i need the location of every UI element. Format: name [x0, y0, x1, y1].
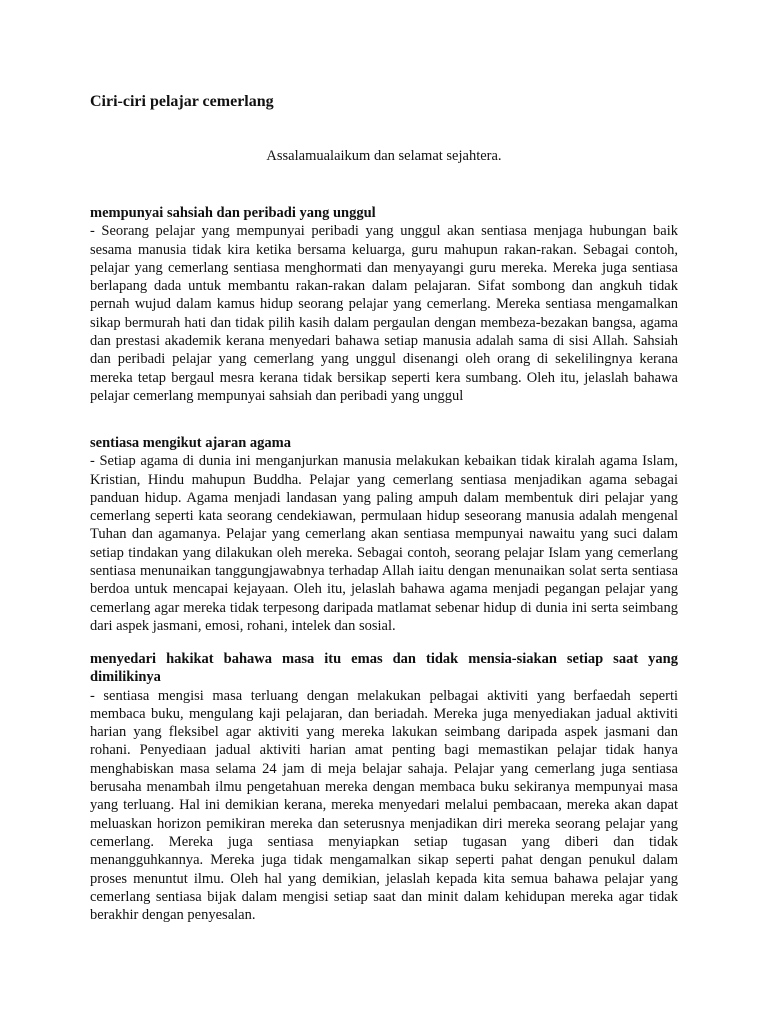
- greeting-text: Assalamualaikum dan selamat sejahtera.: [266, 148, 502, 164]
- section-body: - Seorang pelajar yang mempunyai peribadi yang unggul akan sentiasa menjaga hubungan baik sesama manusia tidak kira ketika bersama keluarga, guru mahupun rakan-rakan. Sebagai contoh, pelajar yang cemerlang sentiasa menghormati dan menyayangi guru mereka. Mereka juga sentiasa berlapang dada untuk membantu rakan-rakan dalam pelajaran. Sifat sombong dan angkuh tidak pernah wujud dalam kamus hidup seorang pelajar yang cemerlang. Mereka sentiasa mengamalkan sikap bermurah hati dan tidak pilih kasih dalam pergaulan dengan membeza-bezakan bangsa, agama dan prestasi akademik kerana menyedari bahawa setiap manusia adalah sama di sisi Allah. Sahsiah dan peribadi pelajar yang cemerlang yang unggul disenangi oleh orang di sekelilingnya kerana mereka tetap bergaul mesra kerana tidak bersikap seperti kera sumbang. Oleh itu, jelaslah bahawa pelajar cemerlang mempunyai sahsiah dan peribadi yang unggul: [90, 223, 678, 404]
- section-body: - Setiap agama di dunia ini menganjurkan manusia melakukan kebaikan tidak kiralah agama Islam, Kristian, Hindu mahupun Buddha. Pelajar yang cemerlang sentiasa menjadikan agama sebagai panduan hidup. Agama menjadi landasan yang paling ampuh dalam membentuk diri pelajar yang cemerlang seperti kata seorang cendekiawan, permulaan hidup seseorang manusia adalah mengenal Tuhan dan agamanya. Pelajar yang cemerlang akan sentiasa mempunyai nawaitu yang suci dalam setiap tindakan yang dilakukan oleh mereka. Sebagai contoh, seorang pelajar Islam yang cemerlang sentiasa menunaikan tanggungjawabnya terhadap Allah iaitu dengan menunaikan solat serta sentiasa berdoa untuk mencapai kejayaan. Oleh itu, jelaslah bahawa agama menjadi pegangan pelajar yang cemerlang agar mereka tidak terpesong daripada matlamat sebenar hidup di dunia ini serta seimbang dari aspek jasmani, emosi, rohani, intelek dan sosial.: [90, 453, 678, 634]
- document-title: Ciri-ciri pelajar cemerlang: [90, 93, 274, 110]
- section-heading: mempunyai sahsiah dan peribadi yang unggul: [90, 205, 376, 221]
- section-agama: [90, 434, 678, 635]
- section-body: - sentiasa mengisi masa terluang dengan melakukan pelbagai aktiviti yang berfaedah seperti membaca buku, mengulang kaji pelajaran, dan beriadah. Mereka juga menyediakan jadual aktiviti harian yang fleksibel agar aktiviti yang mereka lakukan seimbang daripada aspek jasmani dan rohani. Penyediaan jadual aktiviti harian amat penting bagi memastikan pelajar tidak hanya menghabiskan masa selama 24 jam di meja belajar sahaja. Pelajar yang cemerlang juga sentiasa berusaha menambah ilmu pengetahuan mereka dengan membaca buku sekiranya mempunyai masa yang terluang. Hal ini demikian kerana, mereka menyedari melalui pembacaan, mereka akan dapat meluaskan horizon pemikiran mereka dan seterusnya menjadikan diri mereka seorang pelajar yang cemerlang. Mereka juga sentiasa menyiapkan setiap tugasan yang diberi dan tidak menangguhkannya. Mereka juga tidak mengamalkan sikap seperti pahat dengan penukul dalam proses menuntut ilmu. Oleh hal yang demikian, jelaslah kepada kita semua bahawa pelajar yang cemerlang sentiasa bijak dalam mengisi setiap saat dan minit dalam kehidupan mereka agar tidak berakhir dengan penyesalan.: [90, 687, 678, 924]
- section-sahsiah: [90, 204, 678, 405]
- section-masa: [90, 650, 678, 924]
- section-heading: menyedari hakikat bahawa masa itu emas dan tidak mensia-siakan setiap saat yang dimilikinya: [90, 651, 678, 686]
- section-heading: sentiasa mengikut ajaran agama: [90, 435, 291, 451]
